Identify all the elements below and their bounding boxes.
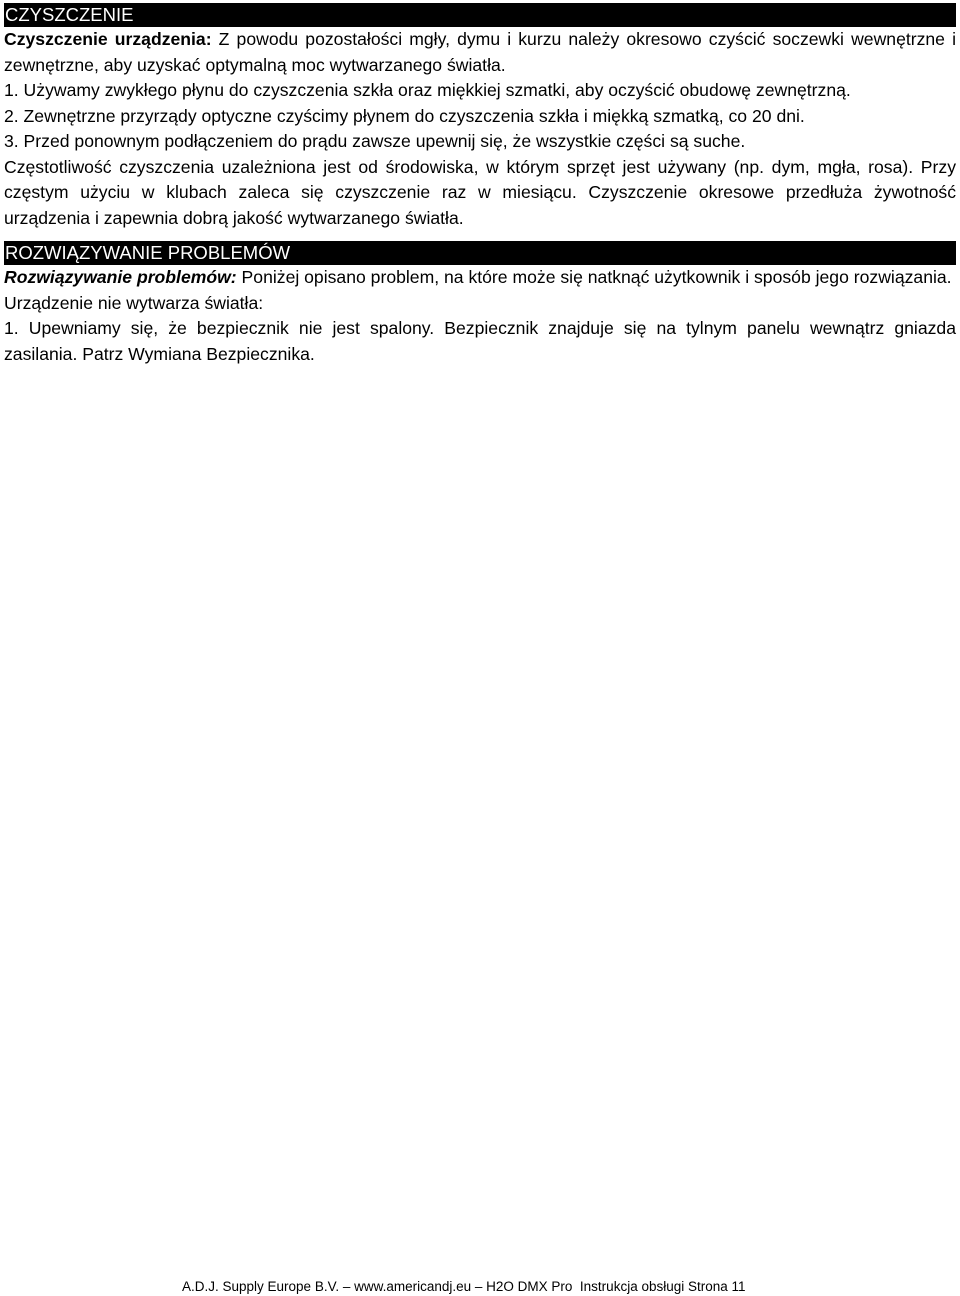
cleaning-section-header: CZYSZCZENIE — [4, 3, 956, 27]
cleaning-step-2: 2. Zewnętrzne przyrządy optyczne czyścimy płynem do czyszczenia szkła i miękką szmatką, co 20 dni. — [4, 105, 805, 126]
troubleshooting-section-header: ROZWIĄZYWANIE PROBLEMÓW — [4, 241, 956, 265]
cleaning-frequency-paragraph: Częstotliwość czyszczenia uzależniona jest od środowiska, w którym sprzęt jest używany (np. dym, mgła, rosa). Przy częstym użyciu w klubach zaleca się czyszczenie raz w miesiącu. Czyszczenie okresowe przedłuża żywotność urządzenia i zapewnia dobrą jakość wytwarzanego światła. — [4, 156, 956, 228]
cleaning-step-1: 1. Używamy zwykłego płynu do czyszczenia szkła oraz miękkiej szmatki, aby oczyścić obudowę zewnętrzną. — [4, 80, 851, 100]
problem-title: Urządzenie nie wytwarza światła: — [4, 292, 264, 313]
troubleshooting-intro-label: Rozwiązywanie problemów: — [4, 267, 237, 287]
solution-1-paragraph: 1. Upewniamy się, że bezpiecznik nie jest spalony. Bezpiecznik znajduje się na tylnym panelu wewnątrz gniazda zasilania. Patrz Wymiana Bezpiecznika. — [4, 318, 956, 364]
manual-page — [4, 3, 956, 367]
page-footer: A.D.J. Supply Europe B.V. – www.americandj.eu – H2O DMX Pro Instrukcja obsługi Strona 11 — [182, 1279, 746, 1294]
cleaning-intro-label: Czyszczenie urządzenia: — [4, 29, 212, 49]
section-spacer — [4, 231, 956, 241]
troubleshooting-intro-paragraph — [4, 265, 956, 291]
cleaning-step-3: 3. Przed ponownym podłączeniem do prądu zawsze upewnij się, że wszystkie części są suche. — [4, 131, 746, 151]
troubleshooting-intro-text: Poniżej opisano problem, na które może się natknąć użytkownik i sposób jego rozwiązania. — [236, 267, 952, 287]
cleaning-intro-text: Z powodu pozostałości mgły, dymu i kurzu należy okresowo czyścić soczewki wewnętrzne i zewnętrzne, aby uzyskać optymalną moc wytwarzanego światła. — [4, 29, 956, 75]
cleaning-intro-paragraph — [4, 27, 956, 78]
